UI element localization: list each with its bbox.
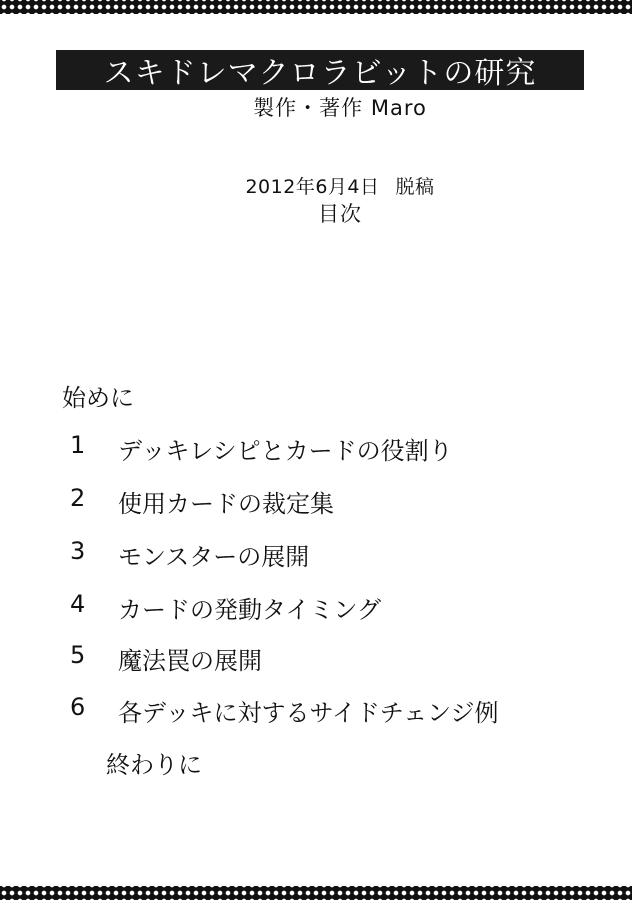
completion-date: 2012年6月4日	[245, 176, 380, 198]
toc-heading: 目次	[318, 202, 362, 226]
toc-item-label: デッキレシピとカードの役割り	[118, 437, 453, 465]
toc-item-number: 6	[70, 693, 86, 721]
toc-item-number: 5	[70, 641, 86, 669]
toc-item-label: 魔法罠の展開	[118, 647, 262, 675]
author-credit: 製作・著作 Maro	[253, 96, 427, 120]
toc-intro: 始めに	[62, 384, 134, 412]
toc-item-number: 1	[70, 431, 86, 459]
toc-item-number: 2	[70, 484, 86, 512]
toc-item-label: 使用カードの裁定集	[118, 490, 334, 518]
toc-item-label: 各デッキに対するサイドチェンジ例	[118, 699, 499, 727]
toc-outro: 終わりに	[106, 751, 202, 779]
decorative-border-bottom	[0, 886, 632, 900]
toc-item-label: モンスターの展開	[118, 543, 310, 571]
toc-item-label: カードの発動タイミング	[118, 596, 382, 624]
toc-item-number: 3	[70, 537, 86, 565]
toc-item-number: 4	[70, 590, 86, 618]
completion-status: 脱稿	[395, 176, 435, 198]
document-title-text: スキドレマクロラビットの研究	[103, 56, 537, 91]
